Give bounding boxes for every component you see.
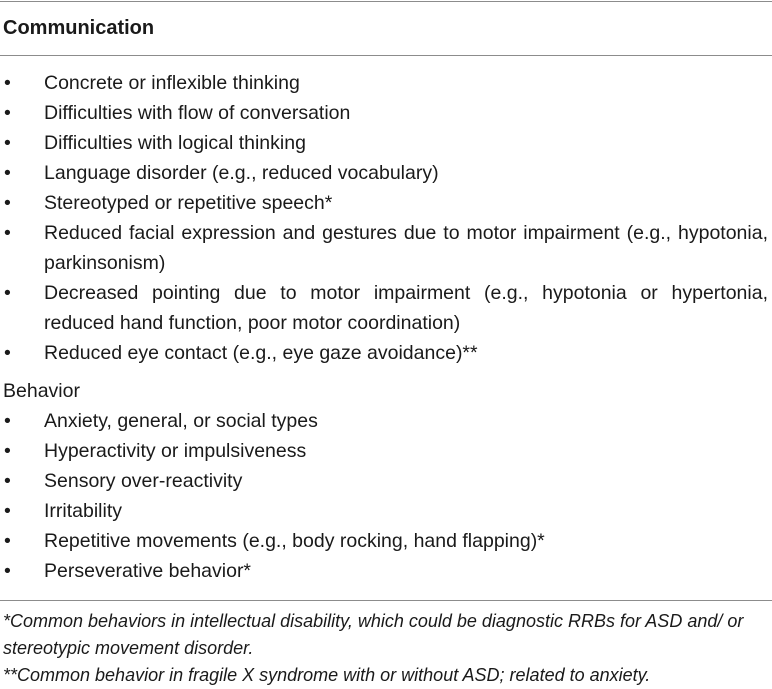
bullet: • [4,192,11,214]
bullet: • [4,102,11,124]
list-item-text: Perseverative behavior* [44,560,252,582]
communication-list [0,68,772,368]
list-item [0,556,772,586]
list-item [0,338,772,368]
bullet: • [4,500,11,522]
footnote-single-asterisk: *Common behaviors in intellectual disability, which could be diagnostic RRBs for ASD and/ or stereotypic movement disorder. [3,611,744,658]
bullet: • [4,560,11,582]
list-item-text: Irritability [44,500,123,522]
bullet: • [4,282,11,304]
footnote-double-asterisk: **Common behavior in fragile X syndrome with or without ASD; related to anxiety. [3,665,651,685]
section-label-behavior: Behavior [3,380,80,402]
footer-rule [0,600,772,601]
list-item [0,526,772,556]
list-item [0,496,772,526]
list-item [0,436,772,466]
list-item-text: Reduced facial expression and gestures due to motor impairment (e.g., hypotonia, parkinsonism) [44,222,768,274]
list-item-text: Difficulties with logical thinking [44,132,306,154]
bullet: • [4,440,11,462]
list-item [0,158,772,188]
list-item [0,128,772,158]
bullet: • [4,530,11,552]
table-header: Communication [3,17,155,39]
bullet: • [4,342,11,364]
list-item [0,466,772,496]
list-item-text: Repetitive movements (e.g., body rocking, hand flapping)* [44,530,545,552]
bullet: • [4,222,11,244]
header-rule [0,55,772,56]
behavior-list [0,406,772,586]
list-item [0,98,772,128]
top-rule [0,1,772,2]
list-item-text: Hyperactivity or impulsiveness [44,440,307,462]
list-item-text: Language disorder (e.g., reduced vocabulary) [44,162,439,184]
list-item-text: Sensory over-reactivity [44,470,243,492]
bullet: • [4,470,11,492]
list-item-text: Difficulties with flow of conversation [44,102,351,124]
bullet: • [4,72,11,94]
list-item [0,406,772,436]
list-item-text: Stereotyped or repetitive speech* [44,192,333,214]
list-item-text: Concrete or inflexible thinking [44,72,300,94]
bullet: • [4,410,11,432]
footnotes [3,608,771,689]
list-item [0,218,772,278]
list-item-text: Decreased pointing due to motor impairment (e.g., hypotonia or hypertonia, reduced hand function, poor motor coordination) [44,282,768,334]
list-item-text: Reduced eye contact (e.g., eye gaze avoidance)** [44,342,478,364]
list-item [0,68,772,98]
list-item-text: Anxiety, general, or social types [44,410,318,432]
bullet: • [4,132,11,154]
list-item [0,188,772,218]
list-item [0,278,772,338]
bullet: • [4,162,11,184]
